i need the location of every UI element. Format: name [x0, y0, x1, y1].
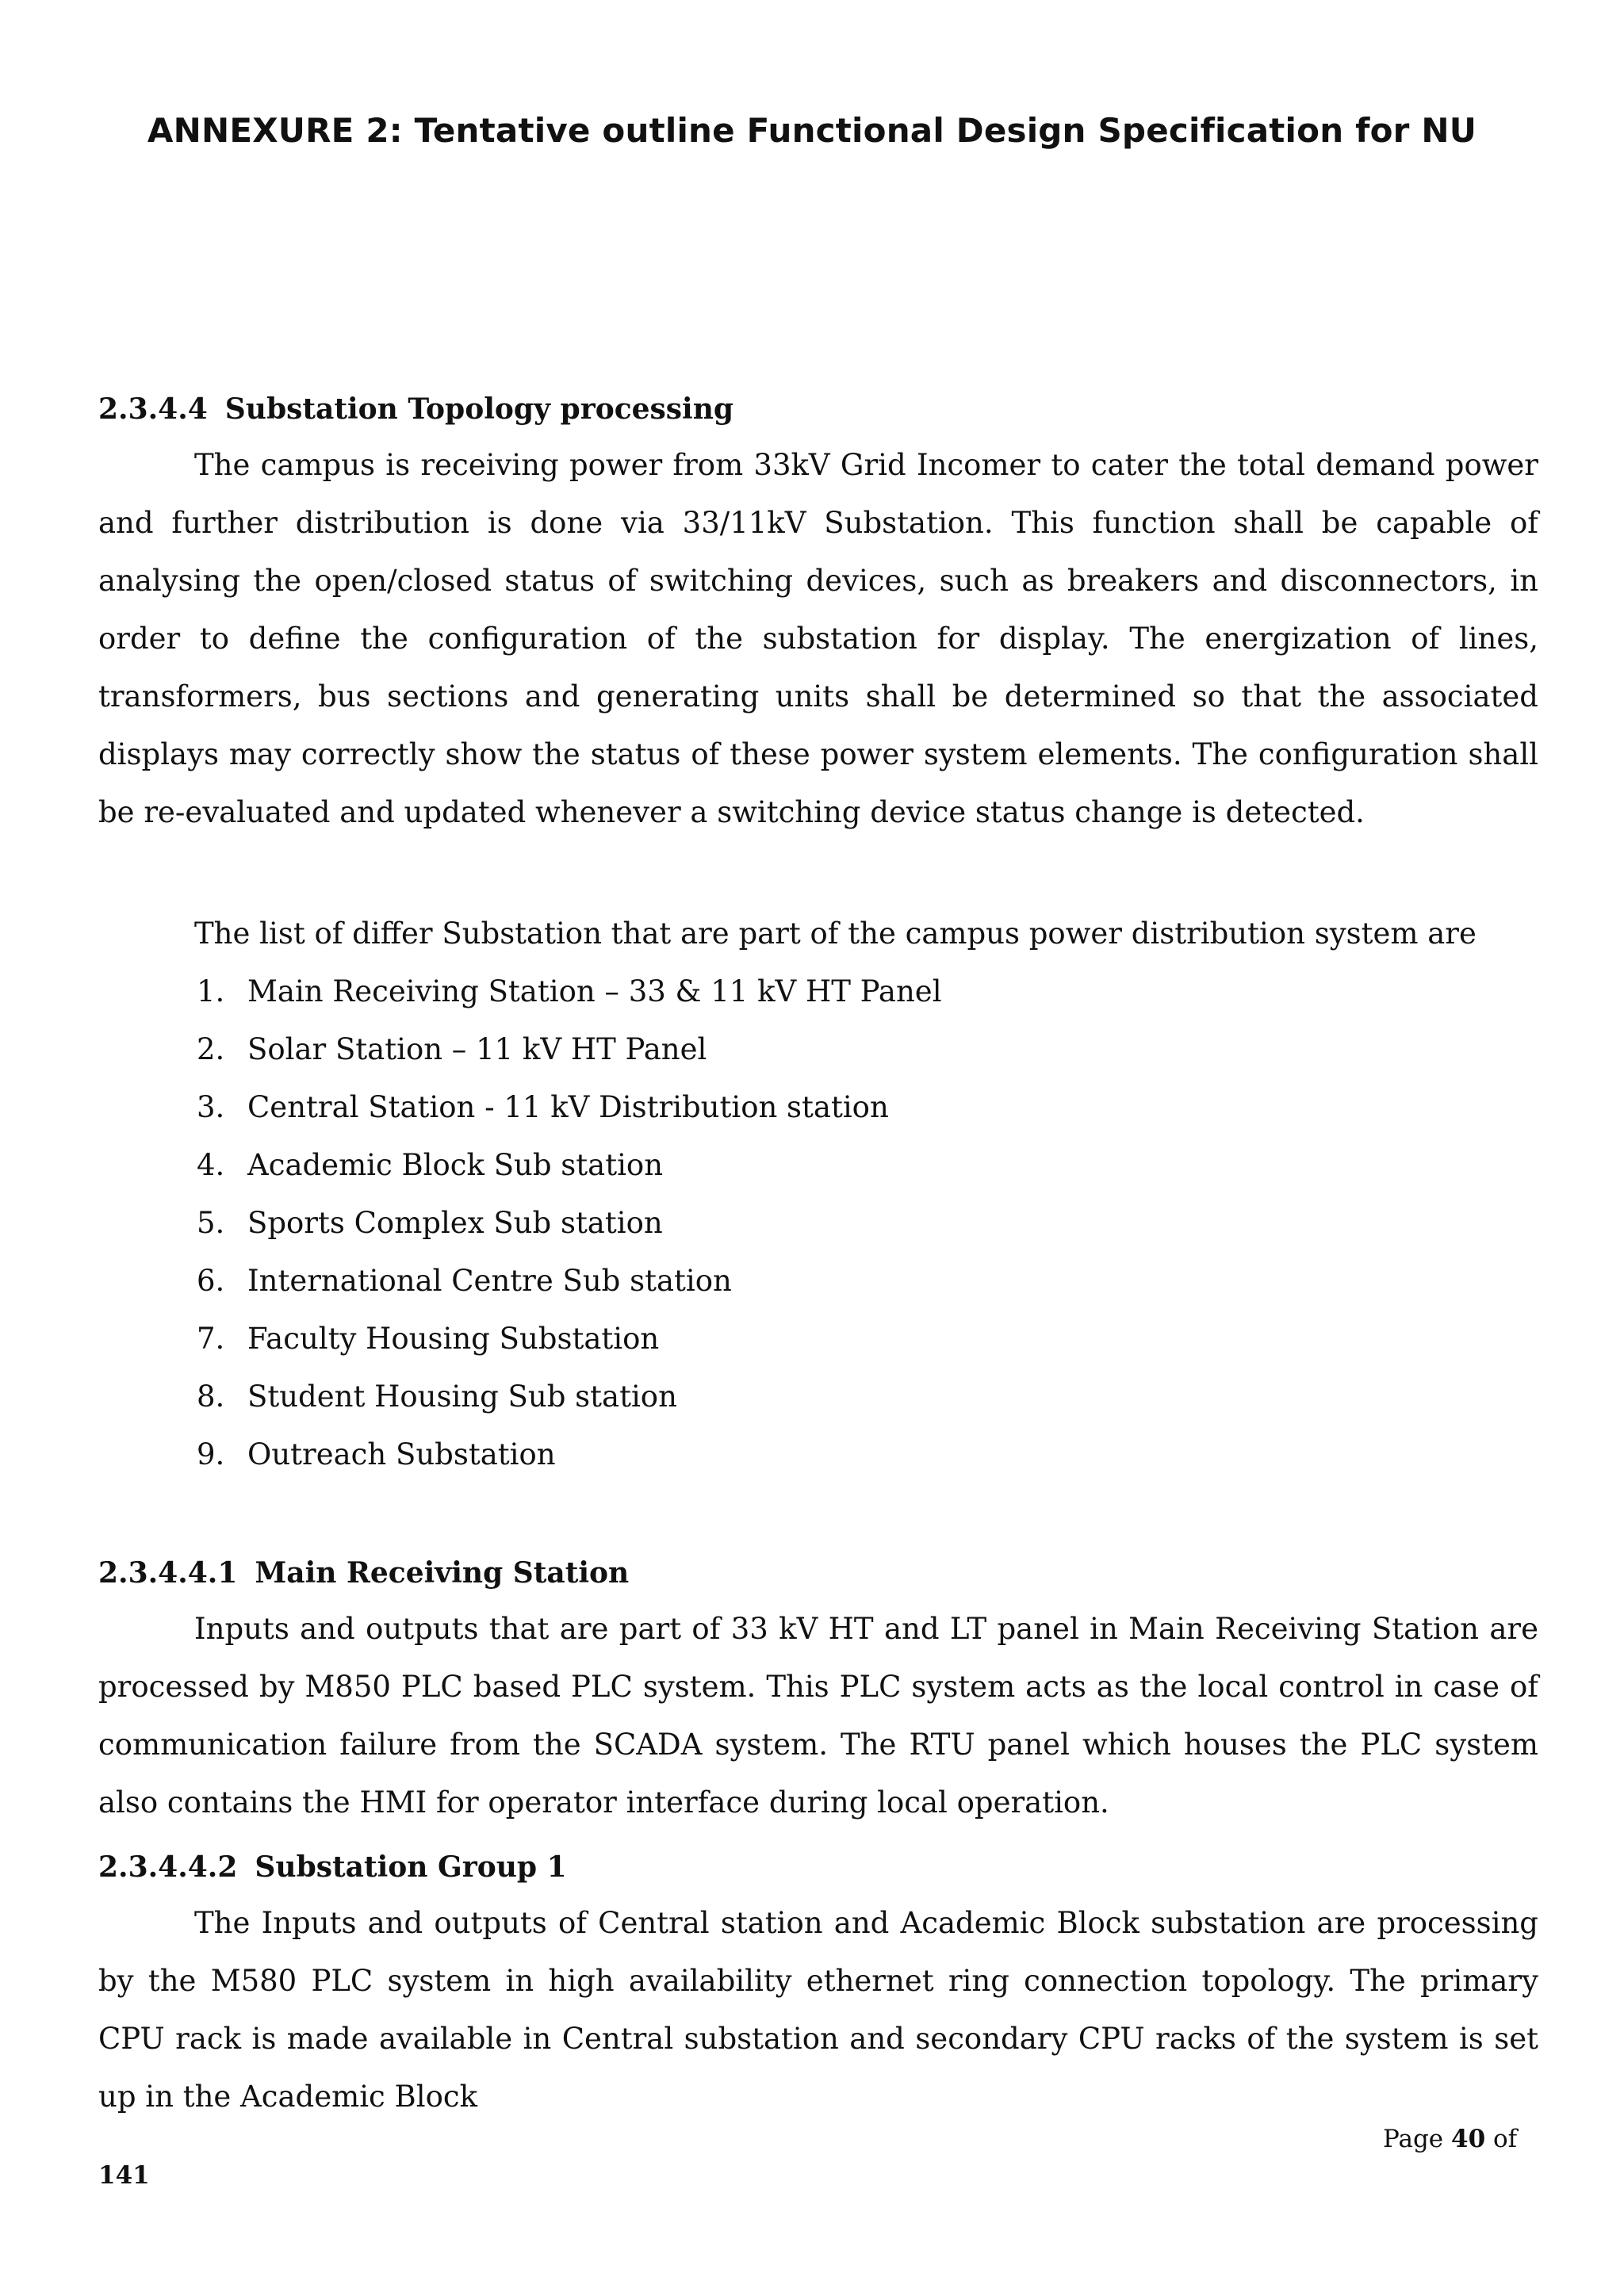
section-title: Main Receiving Station: [255, 1556, 630, 1590]
section-number: 2.3.4.4.1: [98, 1556, 238, 1590]
page-number: Page 40 of: [1383, 2125, 1518, 2153]
section-substation-group-1: [98, 1848, 1538, 2126]
section-heading: [98, 1848, 1538, 1886]
section-substation-topology: [98, 390, 1538, 841]
list-item: 6. International Centre Sub station: [197, 1264, 732, 1298]
total-pages: 141: [98, 2161, 150, 2190]
list-item: 7. Faculty Housing Substation: [197, 1322, 660, 1356]
list-item: 4. Academic Block Sub station: [197, 1148, 664, 1182]
section-number: 2.3.4.4: [98, 392, 208, 426]
list-item: 5. Sports Complex Sub station: [197, 1206, 663, 1240]
section-paragraph: The campus is receiving power from 33kV Grid Incomer to cater the total demand power and further distribution is done via 33/11kV Substation. This function shall be capable of analysing the open/closed status of switching devices, such as breakers and disconnectors, in order to define the configuration of the substation for display. The energization of lines, transformers, bus sections and generating units shall be determined so that the associated displays may correctly show the status of these power system elements. The configuration shall be re-evaluated and updated whenever a switching device status change is detected.: [98, 448, 1538, 829]
substation-list-block: [98, 905, 1538, 1483]
list-item: 1. Main Receiving Station – 33 & 11 kV HT Panel: [197, 974, 942, 1008]
list-item: 2. Solar Station – 11 kV HT Panel: [197, 1032, 707, 1066]
section-paragraph: Inputs and outputs that are part of 33 kV HT and LT panel in Main Receiving Station are processed by M850 PLC based PLC system. This PLC system acts as the local control in case of communication failure from the SCADA system. The RTU panel which houses the PLC system also contains the HMI for operator interface during local operation.: [98, 1612, 1538, 1820]
list-intro: The list of differ Substation that are part of the campus power distribution system are: [194, 916, 1477, 951]
section-paragraph: The Inputs and outputs of Central station and Academic Block substation are processing by the M580 PLC system in high availability ethernet ring connection topology. The primary CPU rack is made available in Central substation and secondary CPU racks of the system is set up in the Academic Block: [98, 1906, 1538, 2114]
section-title: Substation Group 1: [255, 1850, 567, 1884]
annexure-title: ANNEXURE 2: Tentative outline Functional Design Specification for NU: [147, 111, 1477, 150]
substation-list: [98, 962, 1538, 1483]
list-item: 9. Outreach Substation: [197, 1437, 556, 1471]
section-number: 2.3.4.4.2: [98, 1850, 238, 1884]
list-item: 8. Student Housing Sub station: [197, 1380, 677, 1414]
list-item: 3. Central Station - 11 kV Distribution station: [197, 1090, 889, 1124]
section-title: Substation Topology processing: [224, 392, 734, 426]
section-heading: [98, 1554, 1538, 1592]
section-heading: [98, 390, 1538, 428]
section-main-receiving-station: [98, 1554, 1538, 1831]
